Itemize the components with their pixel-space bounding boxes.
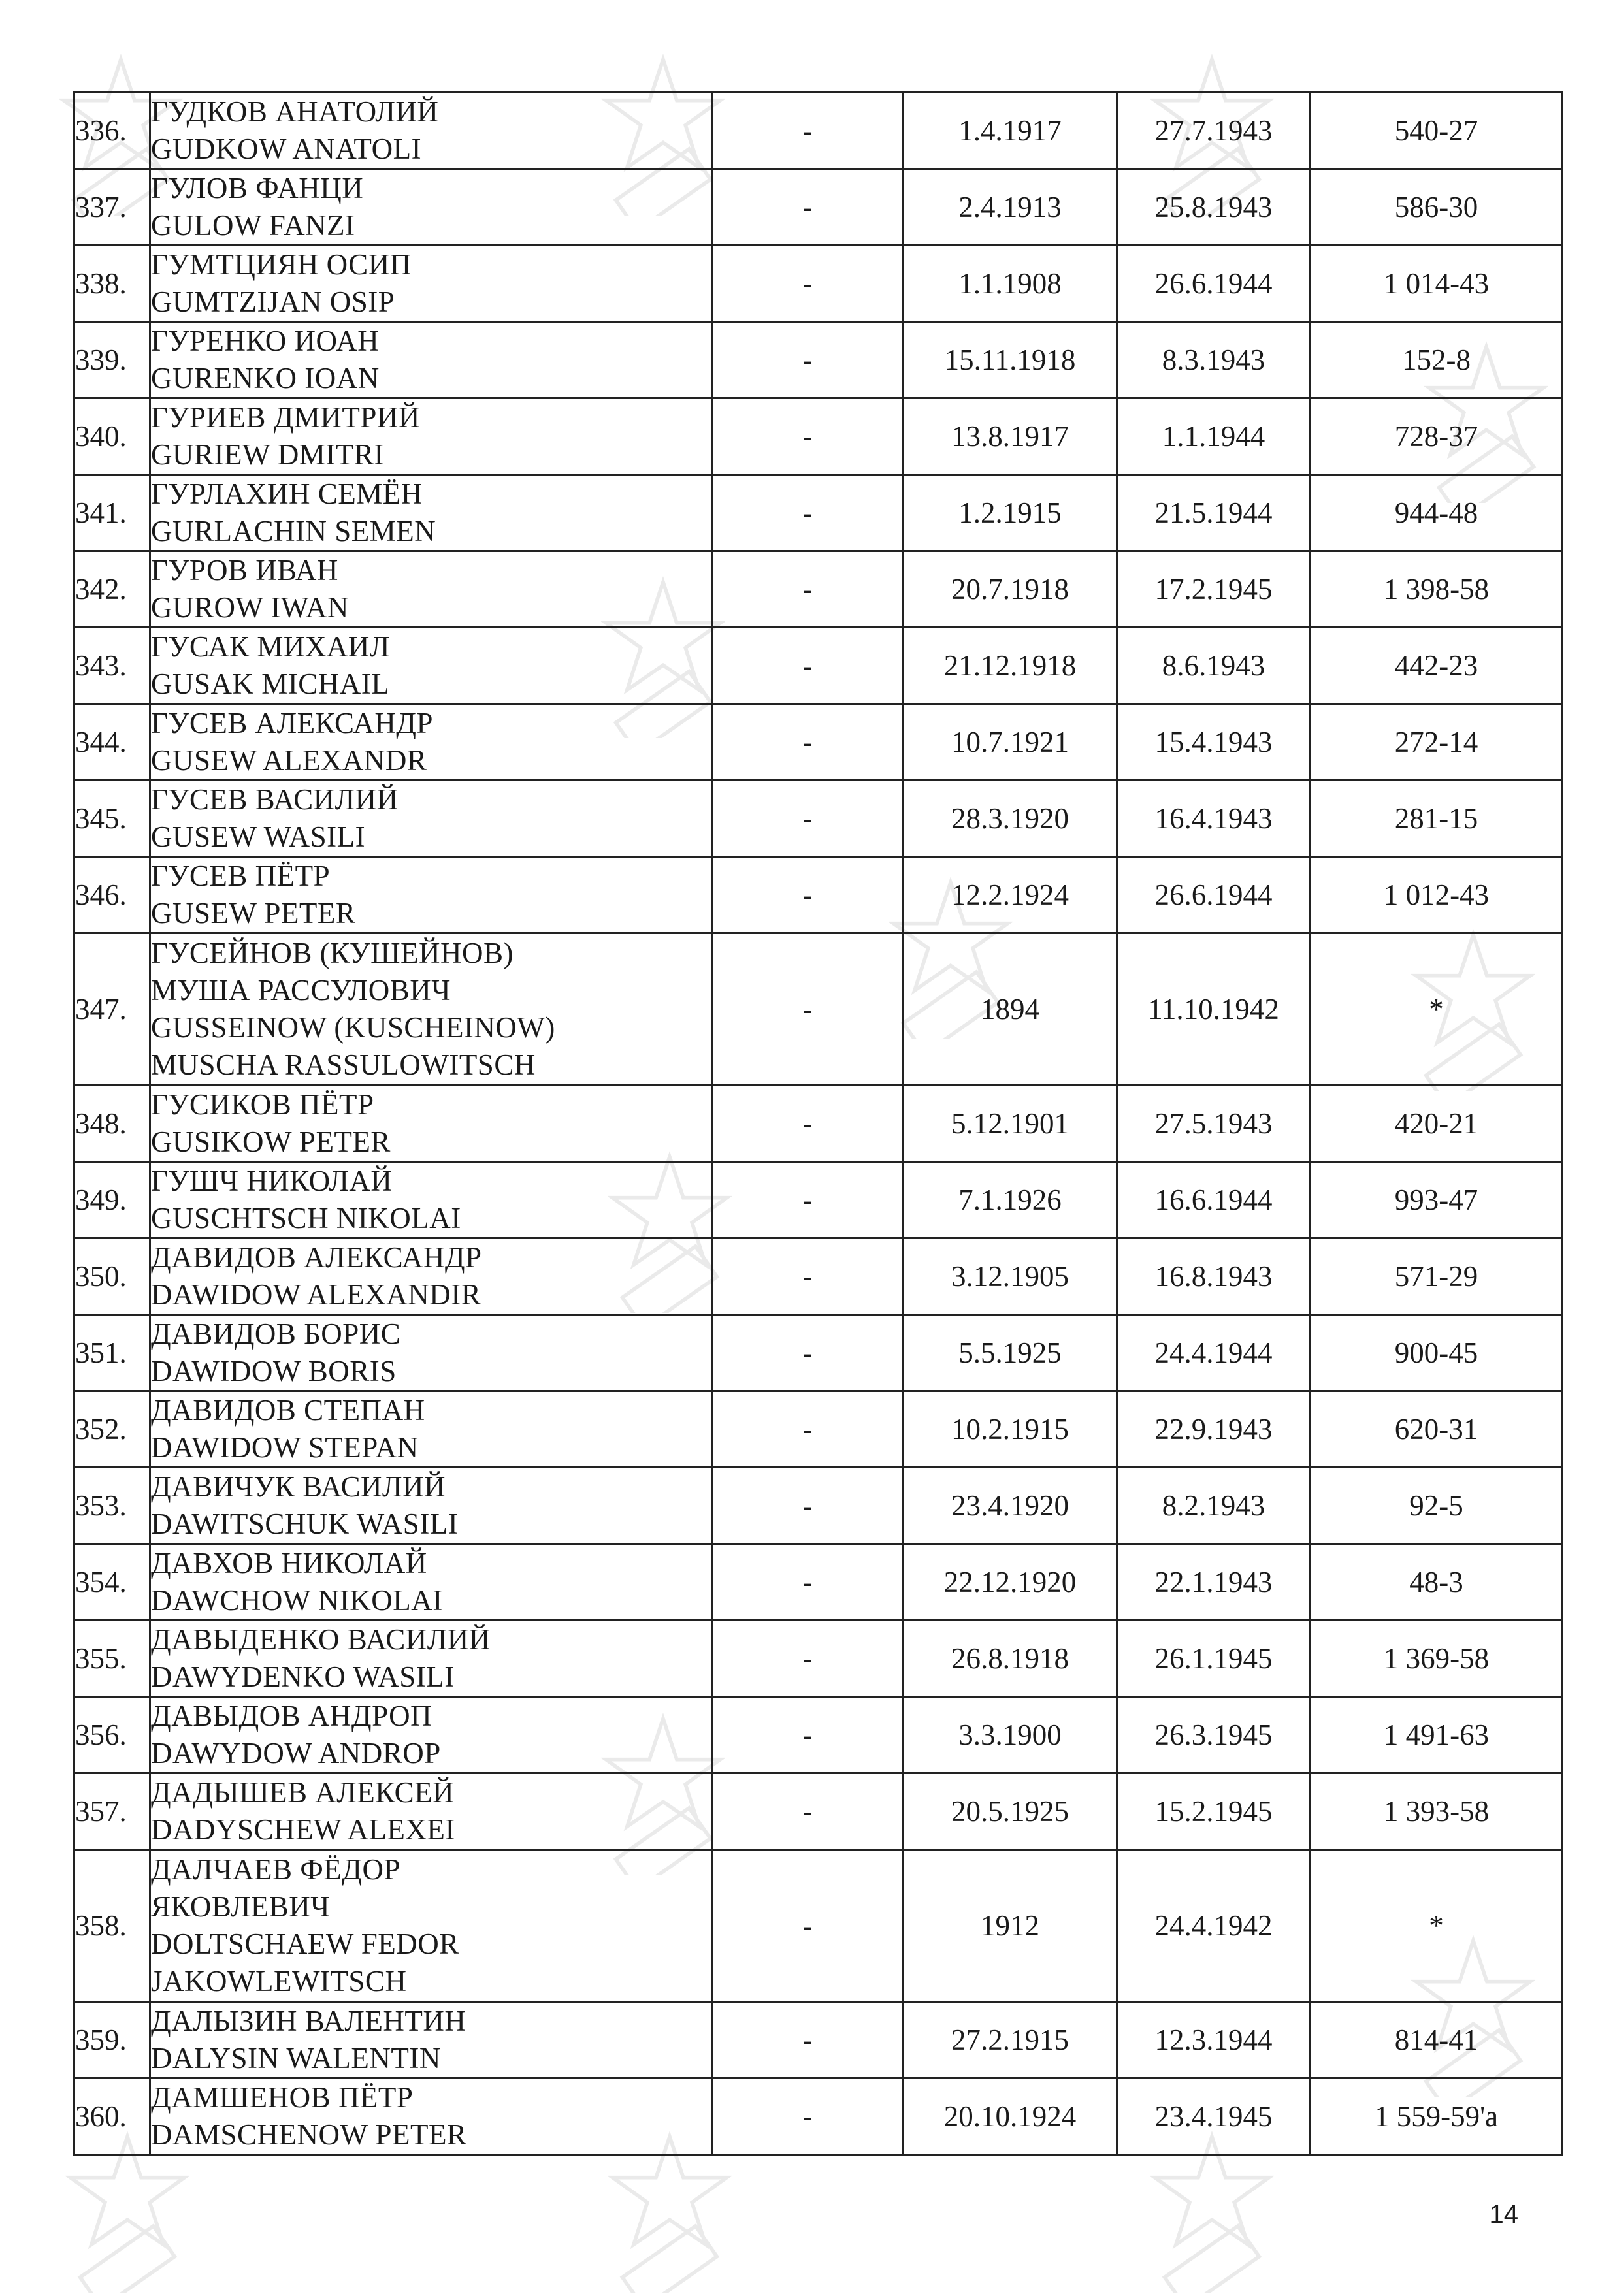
table-row [74, 322, 1563, 398]
name-latin: GURLACHIN SEMEN [151, 515, 436, 547]
record-name-cell [150, 857, 712, 933]
birth-date-cell: 1.4.1917 [904, 93, 1117, 169]
birth-date-cell: 20.7.1918 [904, 551, 1117, 628]
birth-date-cell: 10.2.1915 [904, 1391, 1117, 1468]
record-number-cell: 337. [74, 169, 150, 246]
record-number-cell: 340. [74, 398, 150, 475]
grave-number-cell: 1 398-58 [1311, 551, 1563, 628]
death-date-cell: 16.4.1943 [1117, 781, 1311, 857]
record-name-cell [150, 475, 712, 551]
death-date-cell: 27.5.1943 [1117, 1086, 1311, 1162]
name-latin: JAKOWLEWITSCH [151, 1965, 407, 1997]
record-number-cell: 354. [74, 1544, 150, 1621]
name-cyrillic: ДАВИДОВ АЛЕКСАНДР [151, 1241, 482, 1274]
record-number-cell: 352. [74, 1391, 150, 1468]
birth-date-cell: 20.10.1924 [904, 2078, 1117, 2155]
grave-number-cell: 152-8 [1311, 322, 1563, 398]
grave-number-cell: 814-41 [1311, 2002, 1563, 2078]
record-number-cell: 336. [74, 93, 150, 169]
name-latin: GUDKOW ANATOLI [151, 133, 422, 165]
name-cyrillic: ГУШЧ НИКОЛАЙ [151, 1165, 393, 1197]
table-row [74, 1391, 1563, 1468]
death-date-cell: 16.6.1944 [1117, 1162, 1311, 1238]
record-number-cell: 357. [74, 1773, 150, 1850]
death-date-cell: 22.1.1943 [1117, 1544, 1311, 1621]
name-cyrillic: ДАВХОВ НИКОЛАЙ [151, 1547, 427, 1579]
record-number-cell: 345. [74, 781, 150, 857]
table-row [74, 475, 1563, 551]
name-latin: DADYSCHEW ALEXEI [151, 1813, 455, 1846]
death-date-cell: 23.4.1945 [1117, 2078, 1311, 2155]
grave-number-cell: 540-27 [1311, 93, 1563, 169]
grave-number-cell: 1 369-58 [1311, 1621, 1563, 1697]
grave-number-cell: 1 012-43 [1311, 857, 1563, 933]
record-dash-cell: - [712, 93, 904, 169]
name-cyrillic: ДАВИДОВ СТЕПАН [151, 1394, 425, 1427]
record-dash-cell: - [712, 551, 904, 628]
record-dash-cell: - [712, 475, 904, 551]
name-cyrillic: ГУМТЦИЯН ОСИП [151, 248, 412, 281]
name-cyrillic: ДАМШЕНОВ ПЁТР [151, 2081, 414, 2114]
table-row [74, 781, 1563, 857]
death-date-cell: 8.6.1943 [1117, 628, 1311, 704]
grave-number-cell: * [1311, 933, 1563, 1086]
record-number-cell: 347. [74, 933, 150, 1086]
record-name-cell [150, 398, 712, 475]
table-row [74, 1773, 1563, 1850]
death-date-cell: 26.3.1945 [1117, 1697, 1311, 1773]
record-dash-cell: - [712, 1773, 904, 1850]
record-name-cell [150, 322, 712, 398]
name-latin: GURENKO IOAN [151, 362, 380, 395]
record-dash-cell: - [712, 704, 904, 781]
record-name-cell [150, 933, 712, 1086]
record-name-cell [150, 628, 712, 704]
name-latin: DAWIDOW STEPAN [151, 1431, 419, 1464]
grave-number-cell: 420-21 [1311, 1086, 1563, 1162]
table-row [74, 933, 1563, 1086]
birth-date-cell: 26.8.1918 [904, 1621, 1117, 1697]
table-row [74, 704, 1563, 781]
death-date-cell: 26.6.1944 [1117, 246, 1311, 322]
name-latin: DALYSIN WALENTIN [151, 2042, 441, 2075]
name-cyrillic: ДАВЫДЕНКО ВАСИЛИЙ [151, 1623, 491, 1656]
birth-date-cell: 1894 [904, 933, 1117, 1086]
record-dash-cell: - [712, 857, 904, 933]
table-row [74, 1544, 1563, 1621]
record-name-cell [150, 2002, 712, 2078]
record-number-cell: 359. [74, 2002, 150, 2078]
grave-number-cell: 1 014-43 [1311, 246, 1563, 322]
name-cyrillic: ГУРОВ ИВАН [151, 554, 338, 587]
record-number-cell: 338. [74, 246, 150, 322]
record-number-cell: 355. [74, 1621, 150, 1697]
record-dash-cell: - [712, 2078, 904, 2155]
grave-number-cell: * [1311, 1850, 1563, 2002]
name-cyrillic: ГУСАК МИХАИЛ [151, 630, 390, 663]
table-row [74, 551, 1563, 628]
death-date-cell: 24.4.1942 [1117, 1850, 1311, 2002]
record-name-cell [150, 551, 712, 628]
name-latin: GUSCHTSCH NIKOLAI [151, 1202, 461, 1235]
record-number-cell: 350. [74, 1238, 150, 1315]
death-date-cell: 1.1.1944 [1117, 398, 1311, 475]
grave-number-cell: 571-29 [1311, 1238, 1563, 1315]
record-dash-cell: - [712, 1086, 904, 1162]
name-latin: GUSEW WASILI [151, 820, 366, 853]
record-number-cell: 353. [74, 1468, 150, 1544]
birth-date-cell: 7.1.1926 [904, 1162, 1117, 1238]
record-name-cell [150, 1086, 712, 1162]
grave-number-cell: 272-14 [1311, 704, 1563, 781]
name-cyrillic: ГУСЕВ АЛЕКСАНДР [151, 707, 434, 739]
record-dash-cell: - [712, 2002, 904, 2078]
record-number-cell: 351. [74, 1315, 150, 1391]
name-cyrillic: ГУРИЕВ ДМИТРИЙ [151, 401, 420, 434]
name-latin: DAMSCHENOW PETER [151, 2118, 467, 2151]
name-cyrillic: ГУРЛАХИН СЕМЁН [151, 477, 423, 510]
table-row [74, 2002, 1563, 2078]
record-dash-cell: - [712, 1544, 904, 1621]
record-dash-cell: - [712, 1621, 904, 1697]
birth-date-cell: 5.5.1925 [904, 1315, 1117, 1391]
birth-date-cell: 27.2.1915 [904, 2002, 1117, 2078]
record-number-cell: 360. [74, 2078, 150, 2155]
birth-date-cell: 1912 [904, 1850, 1117, 2002]
record-number-cell: 344. [74, 704, 150, 781]
record-name-cell [150, 1391, 712, 1468]
record-name-cell [150, 1544, 712, 1621]
grave-number-cell: 944-48 [1311, 475, 1563, 551]
grave-number-cell: 586-30 [1311, 169, 1563, 246]
birth-date-cell: 5.12.1901 [904, 1086, 1117, 1162]
record-name-cell [150, 781, 712, 857]
record-dash-cell: - [712, 1238, 904, 1315]
record-number-cell: 339. [74, 322, 150, 398]
death-date-cell: 11.10.1942 [1117, 933, 1311, 1086]
birth-date-cell: 15.11.1918 [904, 322, 1117, 398]
record-name-cell [150, 93, 712, 169]
birth-date-cell: 10.7.1921 [904, 704, 1117, 781]
birth-date-cell: 23.4.1920 [904, 1468, 1117, 1544]
name-cyrillic: ГУСЕВ ПЁТР [151, 860, 331, 892]
birth-date-cell: 13.8.1917 [904, 398, 1117, 475]
record-dash-cell: - [712, 1468, 904, 1544]
death-date-cell: 16.8.1943 [1117, 1238, 1311, 1315]
birth-date-cell: 20.5.1925 [904, 1773, 1117, 1850]
table-row [74, 1162, 1563, 1238]
death-date-cell: 22.9.1943 [1117, 1391, 1311, 1468]
record-name-cell [150, 704, 712, 781]
grave-number-cell: 728-37 [1311, 398, 1563, 475]
record-dash-cell: - [712, 1391, 904, 1468]
name-latin: GUSSEINOW (KUSCHEINOW) [151, 1011, 555, 1044]
name-cyrillic: ДАЛЧАЕВ ФЁДОР [151, 1853, 400, 1886]
table-row [74, 1621, 1563, 1697]
name-cyrillic: ДАВЫДОВ АНДРОП [151, 1700, 432, 1732]
table-row [74, 1468, 1563, 1544]
record-dash-cell: - [712, 781, 904, 857]
name-cyrillic: ДАВИЧУК ВАСИЛИЙ [151, 1470, 446, 1503]
record-name-cell [150, 1162, 712, 1238]
grave-number-cell: 993-47 [1311, 1162, 1563, 1238]
name-latin: DAWCHOW NIKOLAI [151, 1584, 443, 1617]
death-date-cell: 26.1.1945 [1117, 1621, 1311, 1697]
death-date-cell: 17.2.1945 [1117, 551, 1311, 628]
table-row [74, 169, 1563, 246]
records-table-body [74, 93, 1563, 2155]
record-name-cell [150, 1468, 712, 1544]
death-date-cell: 15.4.1943 [1117, 704, 1311, 781]
name-latin: GUROW IWAN [151, 591, 349, 624]
name-cyrillic: ГУСЕЙНОВ (КУШЕЙНОВ) [151, 937, 514, 969]
birth-date-cell: 3.3.1900 [904, 1697, 1117, 1773]
page-number: 14 [1489, 2200, 1518, 2229]
name-cyrillic: ГУЛОВ ФАНЦИ [151, 172, 364, 204]
death-date-cell: 27.7.1943 [1117, 93, 1311, 169]
name-latin: GULOW FANZI [151, 209, 355, 242]
record-name-cell [150, 169, 712, 246]
record-number-cell: 343. [74, 628, 150, 704]
name-latin: MUSCHA RASSULOWITSCH [151, 1048, 536, 1081]
table-row [74, 628, 1563, 704]
record-dash-cell: - [712, 1162, 904, 1238]
name-latin: DAWIDOW BORIS [151, 1355, 397, 1387]
birth-date-cell: 1.2.1915 [904, 475, 1117, 551]
birth-date-cell: 28.3.1920 [904, 781, 1117, 857]
table-row [74, 1238, 1563, 1315]
name-cyrillic: ЯКОВЛЕВИЧ [151, 1890, 330, 1923]
record-dash-cell: - [712, 1697, 904, 1773]
name-latin: DAWYDENKO WASILI [151, 1660, 455, 1693]
burial-records-table [73, 91, 1563, 2156]
grave-number-cell: 1 393-58 [1311, 1773, 1563, 1850]
grave-number-cell: 442-23 [1311, 628, 1563, 704]
name-latin: DOLTSCHAEW FEDOR [151, 1928, 459, 1960]
name-cyrillic: ГУСИКОВ ПЁТР [151, 1088, 374, 1121]
grave-number-cell: 281-15 [1311, 781, 1563, 857]
birth-date-cell: 3.12.1905 [904, 1238, 1117, 1315]
death-date-cell: 8.2.1943 [1117, 1468, 1311, 1544]
name-cyrillic: ГУДКОВ АНАТОЛИЙ [151, 95, 439, 128]
record-number-cell: 349. [74, 1162, 150, 1238]
table-row [74, 398, 1563, 475]
grave-number-cell: 1 559-59'a [1311, 2078, 1563, 2155]
record-name-cell [150, 1850, 712, 2002]
table-row [74, 2078, 1563, 2155]
record-name-cell [150, 1773, 712, 1850]
record-dash-cell: - [712, 398, 904, 475]
name-latin: GUMTZIJAN OSIP [151, 285, 395, 318]
record-name-cell [150, 2078, 712, 2155]
table-row [74, 857, 1563, 933]
death-date-cell: 12.3.1944 [1117, 2002, 1311, 2078]
name-cyrillic: ДАДЫШЕВ АЛЕКСЕЙ [151, 1776, 455, 1809]
record-name-cell [150, 246, 712, 322]
record-dash-cell: - [712, 169, 904, 246]
grave-number-cell: 900-45 [1311, 1315, 1563, 1391]
name-latin: DAWIDOW ALEXANDIR [151, 1278, 481, 1311]
name-latin: GUSIKOW PETER [151, 1125, 391, 1158]
record-dash-cell: - [712, 1850, 904, 2002]
record-dash-cell: - [712, 246, 904, 322]
name-cyrillic: ГУСЕВ ВАСИЛИЙ [151, 783, 399, 816]
name-cyrillic: ДАЛЫЗИН ВАЛЕНТИН [151, 2005, 466, 2037]
name-latin: DAWITSCHUK WASILI [151, 1508, 459, 1540]
record-name-cell [150, 1238, 712, 1315]
record-number-cell: 356. [74, 1697, 150, 1773]
death-date-cell: 24.4.1944 [1117, 1315, 1311, 1391]
record-dash-cell: - [712, 1315, 904, 1391]
table-row [74, 1850, 1563, 2002]
birth-date-cell: 21.12.1918 [904, 628, 1117, 704]
table-row [74, 246, 1563, 322]
name-latin: GUSAK MICHAIL [151, 668, 390, 700]
birth-date-cell: 22.12.1920 [904, 1544, 1117, 1621]
death-date-cell: 21.5.1944 [1117, 475, 1311, 551]
record-number-cell: 348. [74, 1086, 150, 1162]
grave-number-cell: 1 491-63 [1311, 1697, 1563, 1773]
record-dash-cell: - [712, 628, 904, 704]
record-name-cell [150, 1621, 712, 1697]
table-row [74, 1315, 1563, 1391]
name-latin: GUSEW PETER [151, 897, 356, 930]
grave-number-cell: 92-5 [1311, 1468, 1563, 1544]
record-number-cell: 342. [74, 551, 150, 628]
record-number-cell: 358. [74, 1850, 150, 2002]
name-cyrillic: ДАВИДОВ БОРИС [151, 1318, 401, 1350]
name-cyrillic: МУША РАССУЛОВИЧ [151, 974, 451, 1007]
record-name-cell [150, 1697, 712, 1773]
record-dash-cell: - [712, 322, 904, 398]
death-date-cell: 15.2.1945 [1117, 1773, 1311, 1850]
record-name-cell [150, 1315, 712, 1391]
table-row [74, 1697, 1563, 1773]
record-number-cell: 341. [74, 475, 150, 551]
birth-date-cell: 12.2.1924 [904, 857, 1117, 933]
record-number-cell: 346. [74, 857, 150, 933]
death-date-cell: 25.8.1943 [1117, 169, 1311, 246]
grave-number-cell: 48-3 [1311, 1544, 1563, 1621]
birth-date-cell: 1.1.1908 [904, 246, 1117, 322]
death-date-cell: 8.3.1943 [1117, 322, 1311, 398]
name-cyrillic: ГУРЕНКО ИОАН [151, 325, 380, 357]
table-row [74, 1086, 1563, 1162]
name-latin: GUSEW ALEXANDR [151, 744, 427, 777]
name-latin: DAWYDOW ANDROP [151, 1737, 441, 1770]
table-row [74, 93, 1563, 169]
birth-date-cell: 2.4.1913 [904, 169, 1117, 246]
record-dash-cell: - [712, 933, 904, 1086]
death-date-cell: 26.6.1944 [1117, 857, 1311, 933]
grave-number-cell: 620-31 [1311, 1391, 1563, 1468]
name-latin: GURIEW DMITRI [151, 438, 384, 471]
